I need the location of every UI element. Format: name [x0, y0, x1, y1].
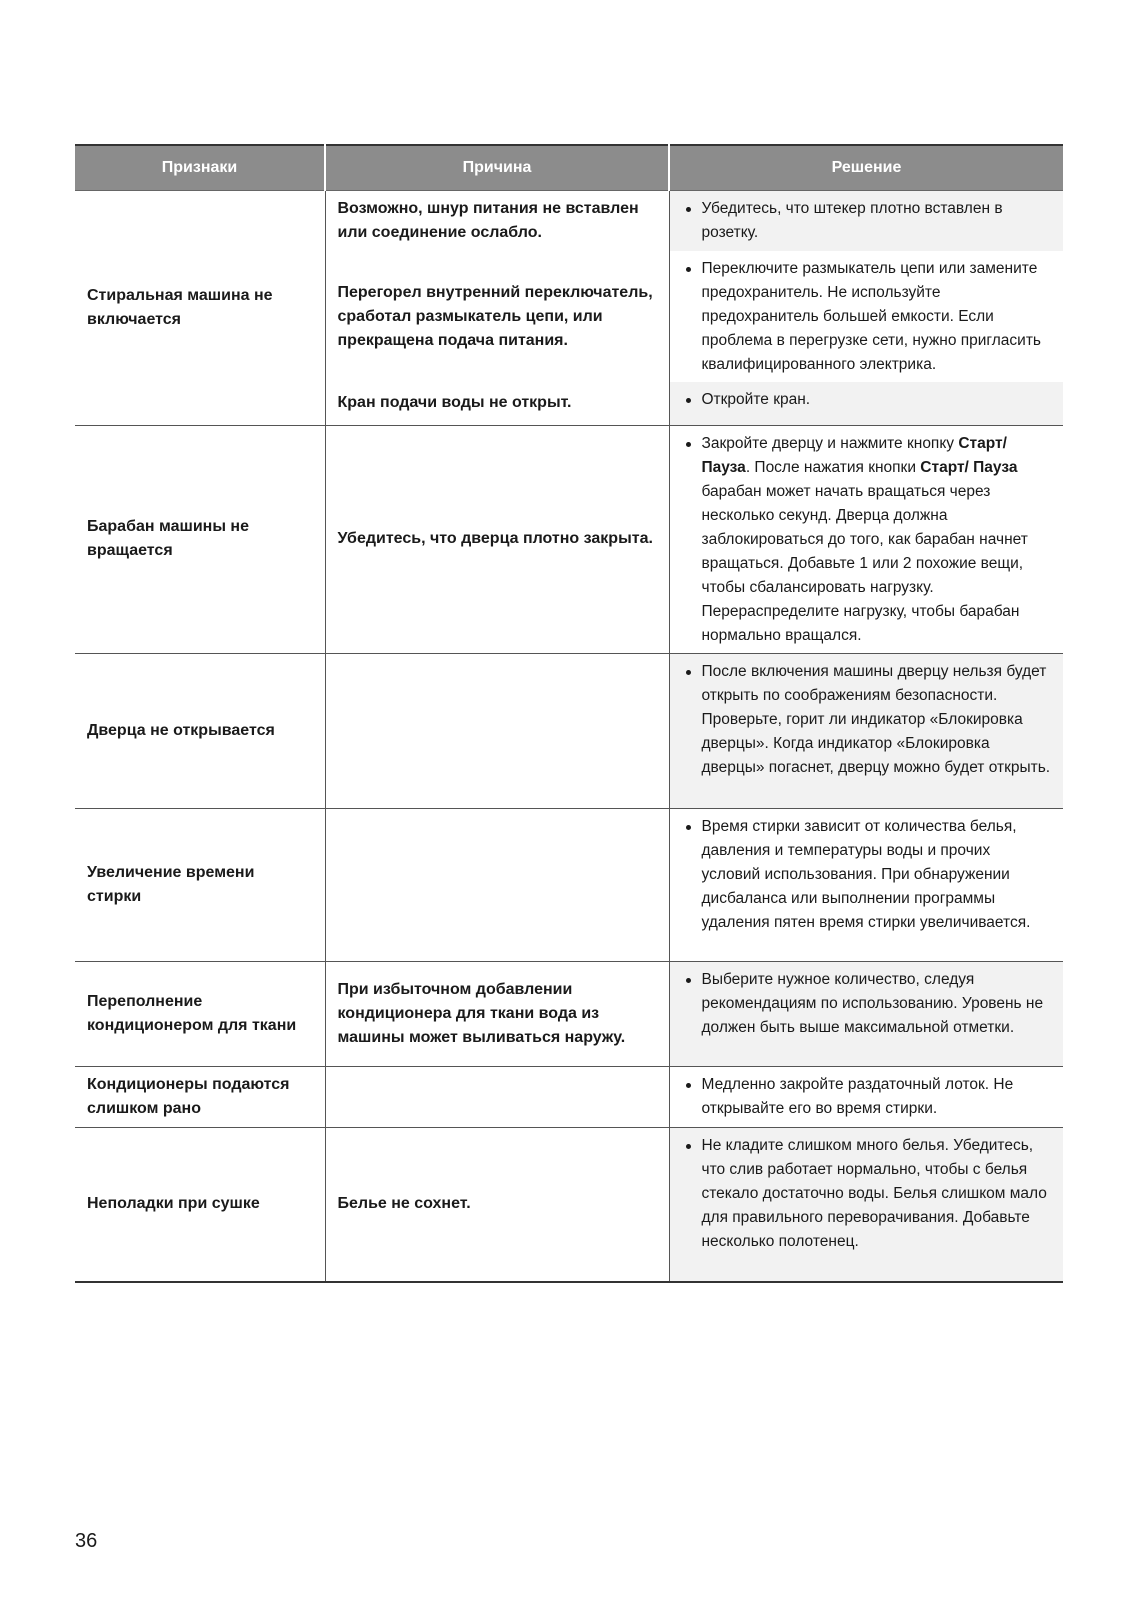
solution-item: Медленно закройте раздаточный лоток. Не открывайте его во время стирки. — [684, 1073, 1054, 1121]
solution-cell — [669, 382, 1063, 425]
cause-cell — [325, 1066, 669, 1127]
solution-cell — [669, 961, 1063, 1066]
cause-cell: Кран подачи воды не открыт. — [325, 382, 669, 425]
solution-cell — [669, 1127, 1063, 1282]
symptom-cell: Дверца не открывается — [75, 653, 325, 808]
table-row — [75, 1066, 1063, 1127]
solution-item: Откройте кран. — [684, 388, 1054, 412]
solution-item — [684, 432, 1054, 648]
start-pause-label: Старт/ Пауза — [701, 434, 1007, 476]
solution-item: Время стирки зависит от количества белья, давления и температуры воды и прочих условий использования. При обнаружении дисбаланса или выполнении программы удаления пятен время стирки увеличивается. — [684, 815, 1054, 935]
solution-text: Закройте дверцу и нажмите кнопку — [701, 434, 959, 452]
solution-item: Не кладите слишком много белья. Убедитесь, что слив работает нормально, чтобы с белья стекало достаточно воды. Белья слишком мало для правильного переворачивания. Добавьте несколько полотенец. — [684, 1134, 1054, 1254]
symptom-cell: Барабан машины не вращается — [75, 425, 325, 653]
symptom-cell: Увеличение времени стирки — [75, 808, 325, 961]
cause-cell: Перегорел внутренний переключатель, сработал размыкатель цепи, или прекращена подача питания. — [325, 251, 669, 382]
solution-item: Выберите нужное количество, следуя рекомендациям по использованию. Уровень не должен быть выше максимальной отметки. — [684, 968, 1054, 1040]
solution-item: Переключите размыкатель цепи или замените предохранитель. Не используйте предохранитель большей емкости. Если проблема в перегрузке сети, нужно пригласить квалифицированного электрика. — [684, 257, 1054, 377]
header-symptoms: Признаки — [75, 145, 325, 191]
table-row — [75, 1127, 1063, 1282]
solution-cell — [669, 251, 1063, 382]
header-cause: Причина — [325, 145, 669, 191]
solution-cell — [669, 191, 1063, 252]
cause-cell: При избыточном добавлении кондиционера для ткани вода из машины может выливаться наружу. — [325, 961, 669, 1066]
table-row — [75, 425, 1063, 653]
solution-cell — [669, 425, 1063, 653]
solution-cell — [669, 653, 1063, 808]
solution-text: . После нажатия кнопки — [745, 458, 921, 476]
cause-cell: Белье не сохнет. — [325, 1127, 669, 1282]
symptom-cell: Неполадки при сушке — [75, 1127, 325, 1282]
solution-item: Убедитесь, что штекер плотно вставлен в розетку. — [684, 197, 1054, 245]
cause-cell: Убедитесь, что дверца плотно закрыта. — [325, 425, 669, 653]
start-pause-label: Старт/ Пауза — [920, 458, 1018, 476]
table-row — [75, 653, 1063, 808]
solution-cell — [669, 1066, 1063, 1127]
table-row — [75, 961, 1063, 1066]
table-header-row — [75, 145, 1063, 191]
solution-item: После включения машины дверцу нельзя будет открыть по соображениям безопасности. Проверьте, горит ли индикатор «Блокировка дверцы». Когда индикатор «Блокировка дверцы» погаснет, дверцу можно будет открыть. — [684, 660, 1054, 780]
table-row — [75, 808, 1063, 961]
header-solution: Решение — [669, 145, 1063, 191]
table-row — [75, 191, 1063, 252]
solution-text: барабан может начать вращаться через несколько секунд. Дверца должна заблокироваться до того, как барабан начнет вращаться. Добавьте 1 или 2 похожие вещи, чтобы сбалансировать нагрузку. Перераспределите нагрузку, чтобы барабан нормально вращался. — [701, 482, 1028, 644]
cause-cell: Возможно, шнур питания не вставлен или соединение ослабло. — [325, 191, 669, 252]
cause-cell — [325, 808, 669, 961]
page-number: 36 — [75, 1530, 98, 1552]
symptom-cell: Переполнение кондиционером для ткани — [75, 961, 325, 1066]
troubleshooting-table — [75, 144, 1063, 1283]
symptom-cell: Кондиционеры подаются слишком рано — [75, 1066, 325, 1127]
cause-cell — [325, 653, 669, 808]
symptom-cell: Стиральная машина не включается — [75, 191, 325, 426]
solution-cell — [669, 808, 1063, 961]
